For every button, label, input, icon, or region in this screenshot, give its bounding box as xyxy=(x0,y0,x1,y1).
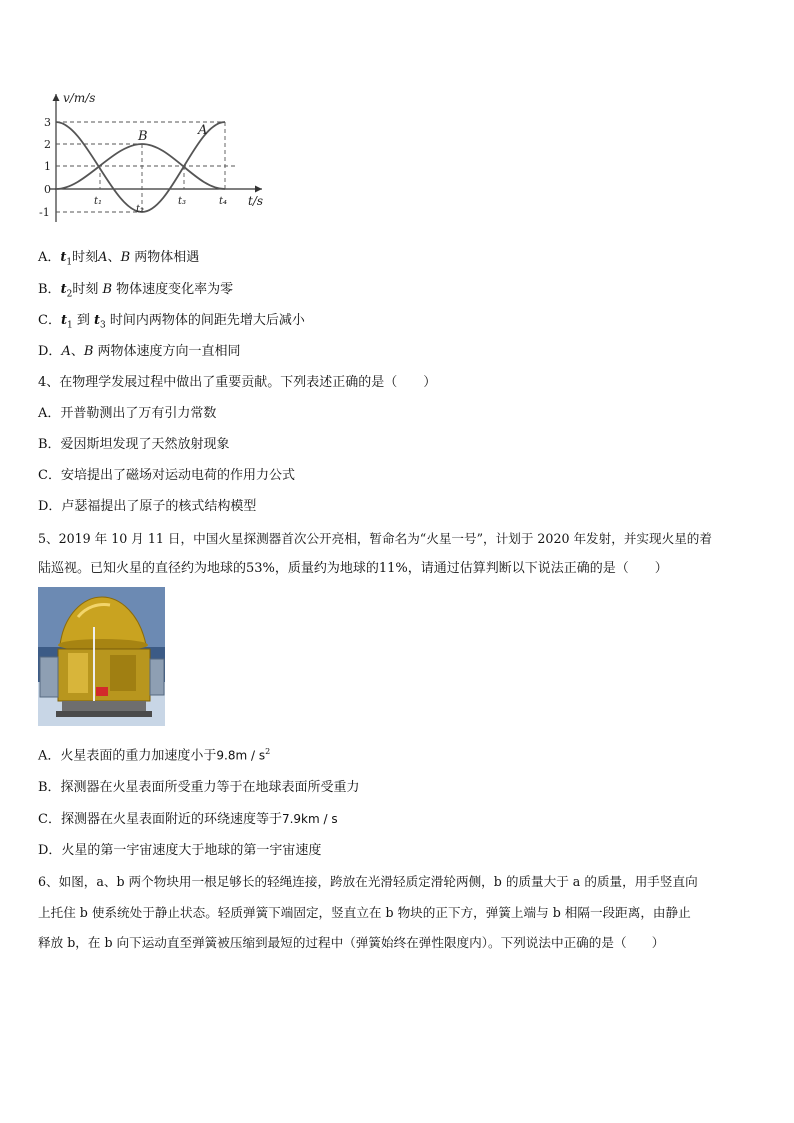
curve-B xyxy=(56,144,225,189)
mars-probe-photo xyxy=(38,587,165,726)
q6-line3: 释放 b，在 b 向下运动直至弹簧被压缩到最短的过程中（弹簧始终在弹性限度内）。下列说法中正确的是（ ） xyxy=(38,935,665,950)
q5-option-d: D．火星的第一宇宙速度大于地球的第一宇宙速度 xyxy=(38,843,322,858)
var-A: A xyxy=(98,250,108,265)
sep: 、 xyxy=(107,250,121,265)
option-prefix: D． xyxy=(38,344,62,359)
text: C．探测器在火星表面附近的环绕速度等于 xyxy=(38,812,282,827)
q4-stem: 4、在物理学发展过程中做出了重要贡献。下列表述正确的是（ ） xyxy=(38,375,437,390)
text: 时刻 xyxy=(72,282,99,297)
text: 时刻 xyxy=(72,250,99,265)
subscript: 1 xyxy=(66,320,73,331)
value: 9.8m / s xyxy=(216,748,266,763)
subscript: 3 xyxy=(100,320,106,331)
text: 到 xyxy=(76,313,90,328)
var-t: t xyxy=(94,313,101,328)
subscript: 2 xyxy=(66,289,73,300)
velocity-time-graph xyxy=(30,88,280,228)
var-B: B xyxy=(83,344,94,359)
q3-option-a xyxy=(38,248,199,273)
option-prefix: C． xyxy=(38,313,61,328)
text: 物体速度变化率为零 xyxy=(116,282,234,297)
q6-line2: 上托住 b 使系统处于静止状态。轻质弹簧下端固定，竖直立在 b 物块的正下方，弹簧上端与 b 相隔一段距离，由静止 xyxy=(38,905,691,920)
q3-option-d xyxy=(38,342,241,362)
q3-option-b xyxy=(38,280,233,305)
q5-option-c xyxy=(38,809,338,830)
label-B: B xyxy=(138,129,148,144)
option-prefix: A． xyxy=(38,250,61,265)
text: 时间内两物体的间距先增大后减小 xyxy=(109,313,305,328)
superscript: 2 xyxy=(265,747,271,756)
x-tick-t2: t₂ xyxy=(136,204,145,215)
var-t: t xyxy=(60,282,67,297)
y-tick-1: 1 xyxy=(44,160,51,173)
text: 两物体相遇 xyxy=(134,250,200,265)
sep: 、 xyxy=(70,344,84,359)
y-tick-2: 2 xyxy=(44,138,51,151)
subscript: 1 xyxy=(66,257,73,268)
x-tick-t1: t₁ xyxy=(94,196,103,207)
q5-stem-line2: 陆巡视。已知火星的直径约为地球的53%，质量约为地球的11%，请通过估算判断以下说法正确的是（ ） xyxy=(38,561,668,576)
q4-option-a: A．开普勒测出了万有引力常数 xyxy=(38,406,217,421)
var-B: B xyxy=(120,250,131,265)
text: 两物体速度方向一直相同 xyxy=(97,344,241,359)
q4-option-c: C．安培提出了磁场对运动电荷的作用力公式 xyxy=(38,468,295,483)
y-tick-0: 0 xyxy=(44,183,51,196)
var-B: B xyxy=(102,282,113,297)
y-tick-neg1: -1 xyxy=(39,206,50,219)
x-tick-t4: t₄ xyxy=(219,196,228,207)
value: 7.9km / s xyxy=(281,812,338,826)
option-prefix: B． xyxy=(38,282,61,297)
q5-stem-line1: 5、2019 年 10 月 11 日，中国火星探测器首次公开亮相，暂命名为“火星一号”，计划于 2020 年发射，并实现火星的着 xyxy=(38,531,712,546)
q6-line1: 6、如图，a、b 两个物块用一根足够长的轻绳连接，跨放在光滑轻质定滑轮两侧，b 的质量大于 a 的质量，用手竖直向 xyxy=(38,874,698,889)
y-tick-3: 3 xyxy=(44,116,51,129)
var-t: t xyxy=(60,313,67,328)
var-t: t xyxy=(60,250,67,265)
q3-option-c xyxy=(38,311,305,336)
text: A．火星表面的重力加速度小于 xyxy=(38,748,217,764)
q4-option-b: B．爱因斯坦发现了天然放射现象 xyxy=(38,437,230,452)
y-axis-label: v/m/s xyxy=(63,91,96,105)
q5-option-a xyxy=(38,742,270,766)
q5-option-b: B．探测器在火星表面所受重力等于在地球表面所受重力 xyxy=(38,780,360,795)
q4-option-d: D．卢瑟福提出了原子的核式结构模型 xyxy=(38,499,257,514)
x-tick-t3: t₃ xyxy=(178,196,187,207)
x-axis-label: t/s xyxy=(248,194,264,208)
label-A: A xyxy=(198,123,208,138)
var-A: A xyxy=(61,344,71,359)
